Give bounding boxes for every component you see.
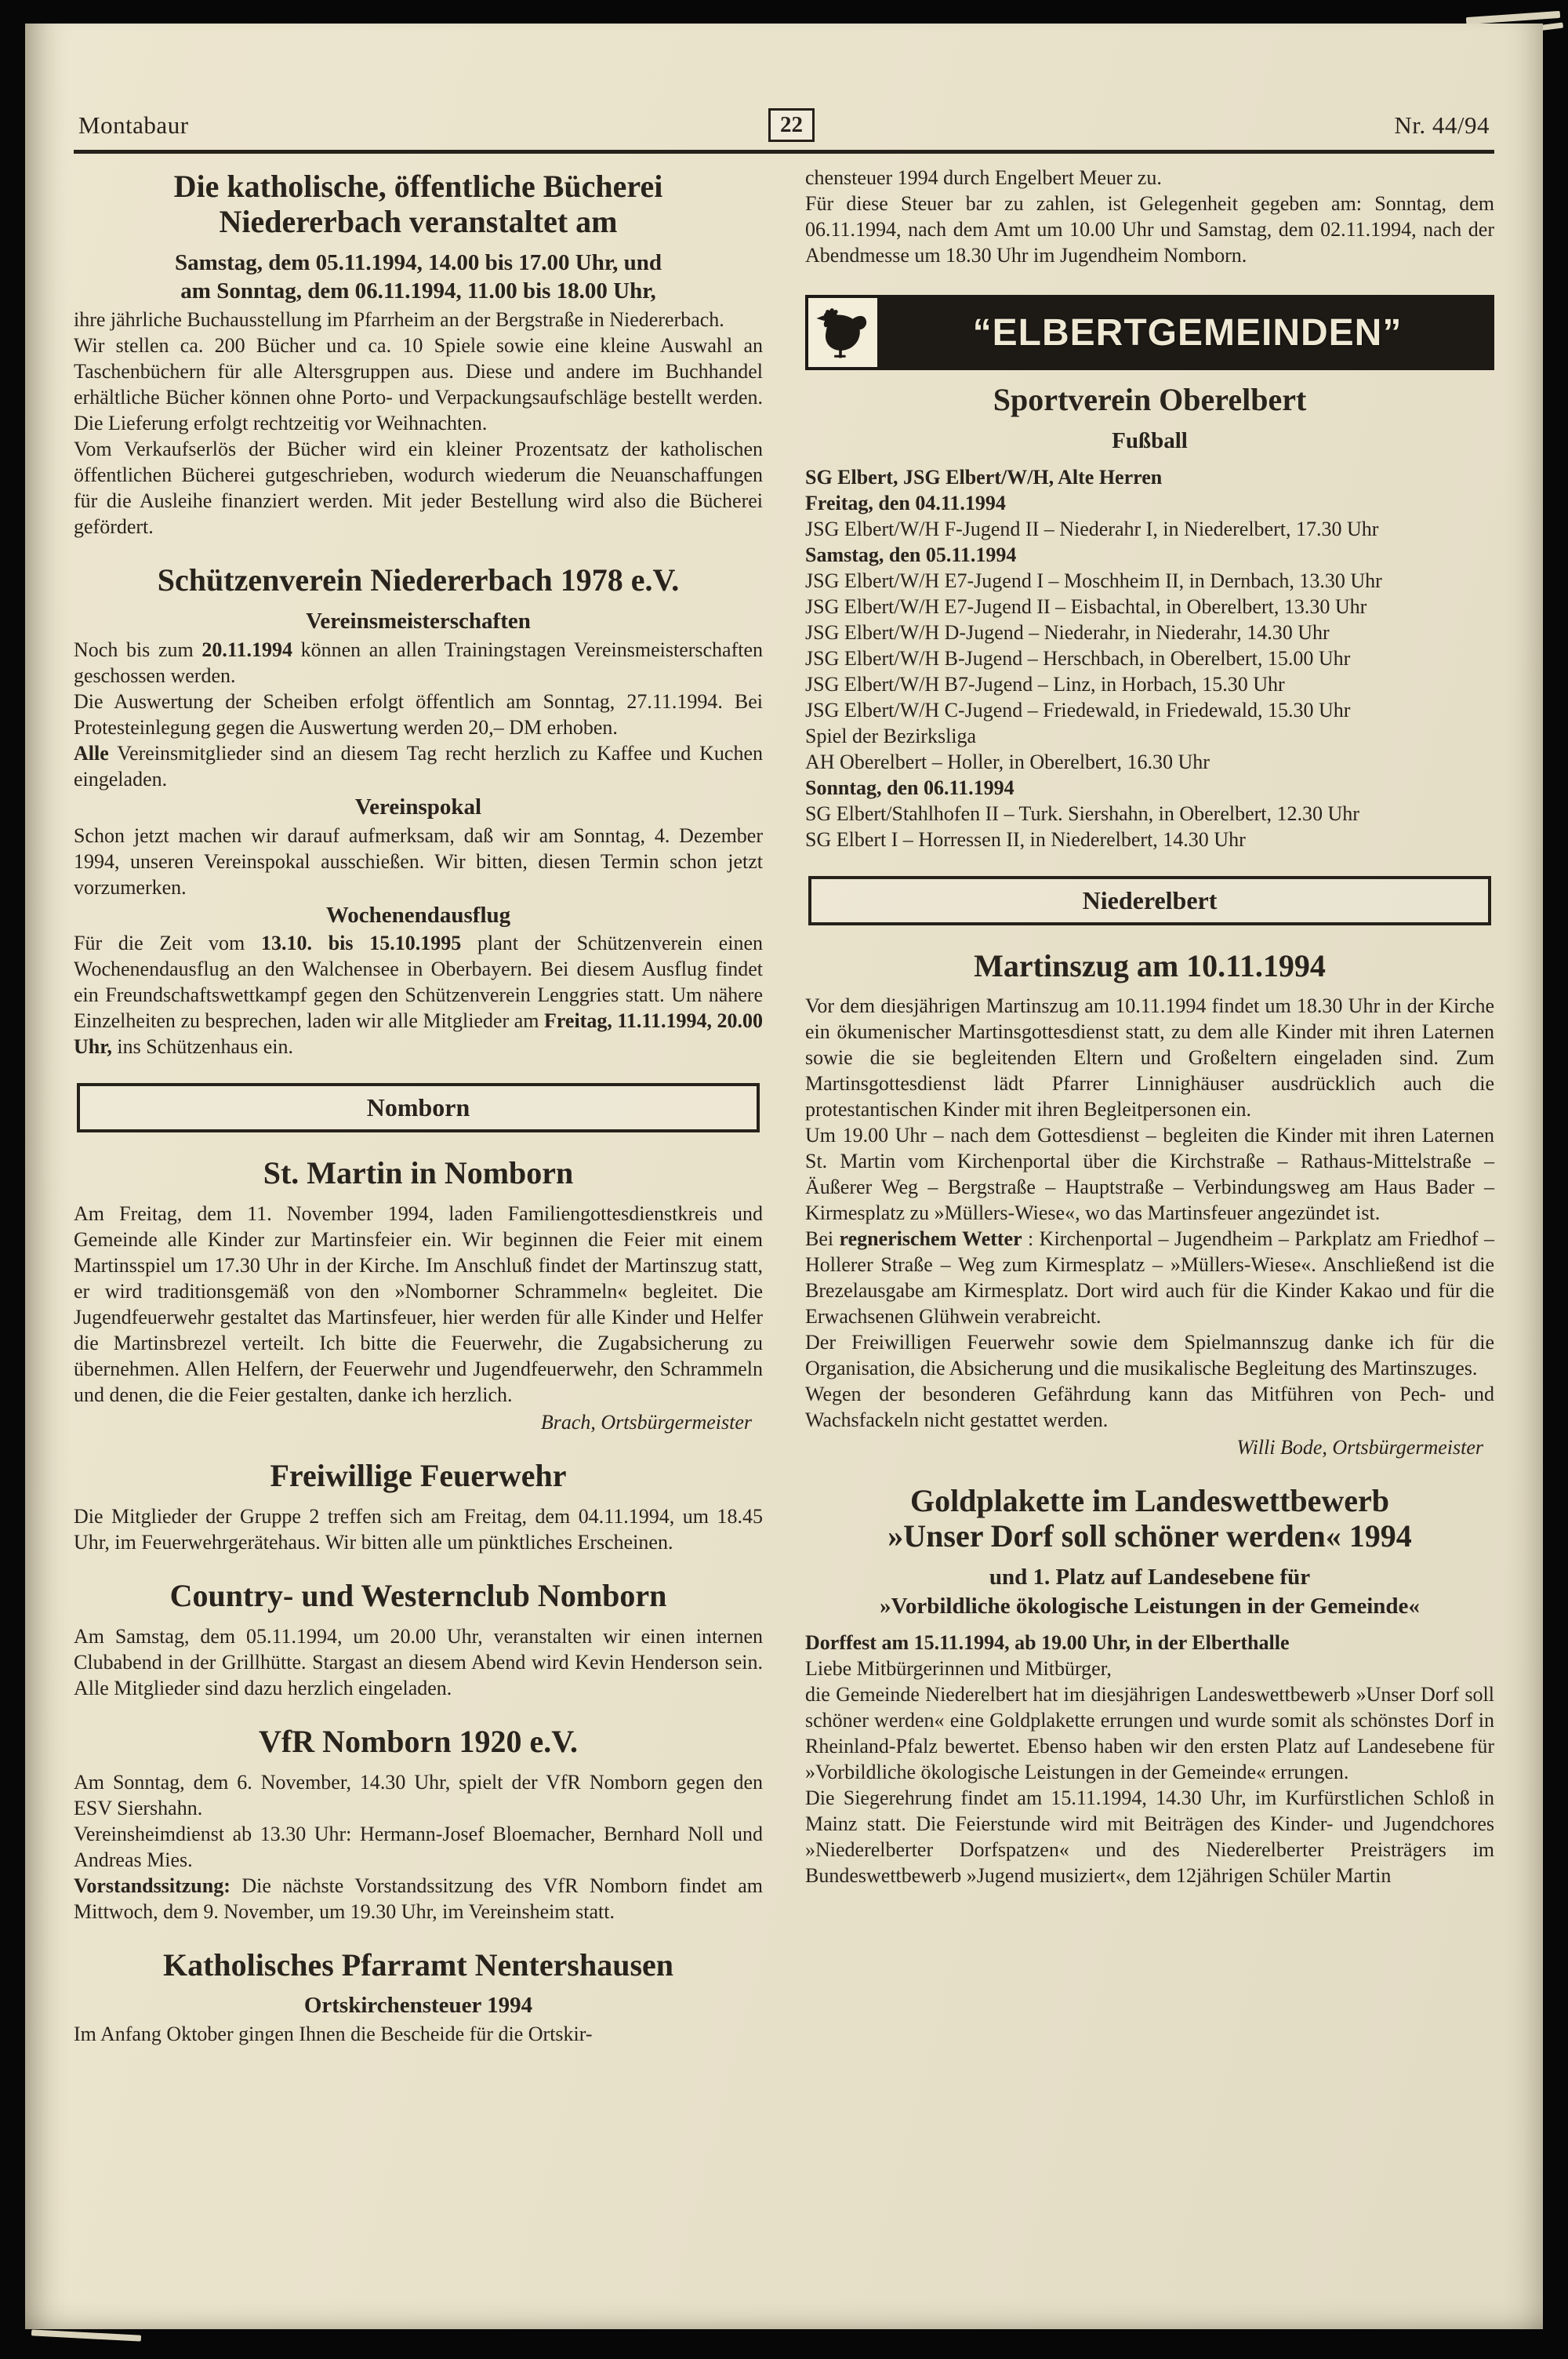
section-st-martin [74,1156,763,1435]
section-title: Goldplakette im Landeswettbewerb »Unser Dorf soll schöner werden« 1994 [887,1483,1412,1554]
fixture-list [805,464,1494,852]
subheading: Samstag, dem 05.11.1994, 14.00 bis 17.00 Uhr, und [175,249,662,275]
section-title: St. Martin in Nomborn [263,1155,574,1191]
paragraph: Am Sonntag, dem 6. November, 14.30 Uhr, spielt der VfR Nomborn gegen den ESV Siershahn. [74,1770,763,1819]
masthead [74,108,1494,154]
page-stack-edge [1466,11,1560,24]
section-title: Katholisches Pfarramt Nentershausen [162,1946,674,1983]
section-country-westernclub [74,1579,763,1701]
dorffest-lead: Dorffest am 15.11.1994, ab 19.00 Uhr, in der Elberthalle [805,1630,1290,1654]
place-banner-nomborn: Nomborn [77,1083,760,1132]
subheading: Ortskirchensteuer 1994 [303,1993,533,2019]
section-title: Die katholische, öffentliche Bücherei Niedererbach veranstaltet am [173,169,663,239]
section-vfr-nomborn [74,1725,763,1925]
paragraph: Die Siegerehrung findet am 15.11.1994, 14.30 Uhr, im Kurfürstlichen Schloß in Mainz statt. Die Feierstunde wird mit Beiträgen des Kinder- und Jugendchores »Niederelberter Dorfspatzen« und des Niederelberter Preisträgers im Bundeswettbewerb »Jugend musiziert«, dem 12jährigen Schüler Martin [805,1786,1494,1887]
fixture-item: JSG Elbert/W/H B-Jugend – Herschbach, in Oberelbert, 15.00 Uhr [805,646,1351,670]
paragraph: Bei regnerischem Wetter : Kirchenportal – Jugendheim – Parkplatz am Friedhof – Hollerer Straße – Weg zum Kirmesplatz – »Müllers-Wiese«. Anschließend ist die Brezelausgabe am Kirmesplatz. Dort wird auch für die Kinder Kakao und für die Erwachsenen Glühwein verabreicht. [805,1227,1494,1329]
paragraph: chensteuer 1994 durch Engelbert Meuer zu. [805,166,1162,189]
paragraph: Die Auswertung der Scheiben erfolgt öffentlich am Sonntag, 27.11.1994. Bei Protesteinlegung gegen die Auswertung werden 20,– DM erhoben. [74,689,763,739]
section-title: Martinszug am 10.11.1994 [974,947,1326,983]
page-stack-edge [31,2329,141,2341]
paragraph: Für diese Steuer bar zu zahlen, ist Gelegenheit gegeben am: Sonntag, dem 06.11.1994, nach dem Amt um 10.00 Uhr und Samstag, dem 02.11.1994, nach der Abendmesse um 18.30 Uhr im Jugendheim Nomborn. [805,192,1494,267]
signature: Willi Bode, Ortsbürgermeister [1236,1436,1483,1459]
subheading: Fußball [1112,427,1188,453]
subheading: »Vorbildliche ökologische Leistungen in der Gemeinde« [880,1593,1420,1619]
section-title: Schützenverein Niedererbach 1978 e.V. [157,562,680,598]
section-sportverein-oberelbert [805,383,1494,852]
page-number-box: 22 [768,108,815,142]
signature: Brach, Ortsbürgermeister [540,1411,752,1434]
section-schuetzenverein [74,563,763,1060]
paragraph: Liebe Mitbürgerinnen und Mitbürger, [805,1656,1112,1680]
paragraph: Für die Zeit vom 13.10. bis 15.10.1995 plant der Schützenverein einen Wochenendausflug an den Walchensee in Oberbayern. Bei diesem Ausflug findet ein Freundschaftswettkampf gegen den Schützenverein Lenggries statt. Um nähere Einzelheiten zu besprechen, laden wir alle Mitglieder am Freitag, 11.11.1994, 20.00 Uhr, ins Schützenhaus ein. [74,932,763,1059]
section-buecherei [74,169,763,540]
section-ortskirchensteuer-continued [805,165,1494,268]
fixture-item: JSG Elbert/W/H E7-Jugend II – Eisbachtal, in Oberelbert, 13.30 Uhr [805,594,1367,618]
fixture-teams: SG Elbert, JSG Elbert/W/H, Alte Herren [805,465,1163,489]
paragraph: Schon jetzt machen wir darauf aufmerksam, daß wir am Sonntag, 4. Dezember 1994, unseren Vereinspokal ausschießen. Wir bitten, diesen Termin schon jetzt vorzumerken. [74,823,763,899]
subheading: am Sonntag, dem 06.11.1994, 11.00 bis 18.00 Uhr, [180,278,656,304]
paragraph: Vor dem diesjährigen Martinszug am 10.11.1994 findet um 18.30 Uhr in der Kirche ein ökumenischer Martinsgottesdienst statt, zu dem alle Kinder mit ihren Laternen sowie die sie begleitenden Eltern und Großeltern eingeladen sind. Zum Martinsgottesdienst lädt Pfarrer Linnighäuser ausdrücklich auch die protestantischen Kinder mit ihren Begleitpersonen ein. [805,994,1494,1121]
paragraph: Wegen der besonderen Gefährdung kann das Mitführen von Pech- und Wachsfackeln nicht gestattet werden. [805,1383,1494,1432]
paragraph: Der Freiwilligen Feuerwehr sowie dem Spielmannszug danke ich für die Organisation, die Absicherung und die musikalische Begleitung des Martinszuges. [805,1331,1494,1380]
paragraph: Alle Vereinsmitglieder sind an diesem Tag recht herzlich zu Kaffee und Kuchen eingeladen. [74,741,763,791]
masthead-town: Montabaur [78,111,189,139]
fixture-item: SG Elbert/Stahlhofen II – Turk. Siershahn, in Oberelbert, 12.30 Uhr [805,801,1359,825]
fixture-date: Sonntag, den 06.11.1994 [805,776,1014,799]
paragraph: Am Freitag, dem 11. November 1994, laden Familiengottesdienstkreis und Gemeinde alle Kinder zur Martinsfeier ein. Wir beginnen die Feier mit einem Martinsspiel um 17.30 Uhr in der Kirche. Im Anschluß findet der Martinszug statt, er wird traditionsgemäß von den »Nomborner Schrammeln« begleitet. Die Jugendfeuerwehr gestaltet das Martinsfeuer, hier werden für alle Kinder und Helfer die Martinsbrezel verteilt. Ich bitte die Feuerwehr, die Zugabsicherung zu übernehmen. Allen Helfern, der Feuerwehr und Jugendfeuerwehr, den Schrammeln und denen, die die Feier gestalten, danke ich herzlich. [74,1202,763,1407]
fixture-item: AH Oberelbert – Holler, in Oberelbert, 16.30 Uhr [805,750,1210,773]
paragraph: Um 19.00 Uhr – nach dem Gottesdienst – begleiten die Kinder mit ihren Laternen St. Martin vom Kirchenportal über die Kirchstraße – Rathaus-Mittelstraße – Äußerer Weg – Bergstraße – Hauptstraße – Verbindungsweg am Haus Bader – Kirmesplatz zu »Müllers-Wiese«, wo das Martinsfeuer angezündet ist. [805,1124,1494,1225]
section-feuerwehr [74,1459,763,1555]
subheading: Vereinsmeisterschaften [306,608,531,634]
paragraph: Im Anfang Oktober gingen Ihnen die Bescheide für die Ortskir- [74,2023,593,2046]
masthead-issue: Nr. 44/94 [1394,111,1490,139]
paragraph: Noch bis zum 20.11.1994 können an allen Trainingstagen Vereinsmeisterschaften geschossen werden. [74,638,764,687]
fixture-item: JSG Elbert/W/H B7-Jugend – Linz, in Horbach, 15.30 Uhr [805,672,1285,696]
paragraph: Am Samstag, dem 05.11.1994, um 20.00 Uhr, veranstalten wir einen internen Clubabend in der Grillhütte. Stargast an diesem Abend wird Kevin Henderson sein. Alle Mitglieder sind dazu herzlich eingeladen. [74,1624,763,1699]
section-pfarramt [74,1948,763,2048]
section-title: VfR Nomborn 1920 e.V. [258,1723,579,1759]
place-banner-niederelbert: Niederelbert [808,876,1491,925]
left-column [74,165,763,2047]
paragraph: Vorstandssitzung: Die nächste Vorstandssitzung des VfR Nomborn findet am Mittwoch, dem 9. November, um 19.30 Uhr, im Vereinsheim statt. [74,1874,763,1923]
columns [74,165,1494,2047]
paragraph: Wir stellen ca. 200 Bücher und ca. 10 Spiele sowie eine kleine Auswahl an Taschenbüchern für alle Altersgruppen aus. Diese und andere im Buchhandel erhältliche Bücher können ohne Porto- und Verpackungsaufschläge bestellt werden. Die Lieferung erfolgt rechtzeitig vor Weihnachten. [74,334,763,435]
fixture-date: Freitag, den 04.11.1994 [805,491,1006,514]
fixture-item: JSG Elbert/W/H D-Jugend – Niederahr, in Niederahr, 14.30 Uhr [805,620,1330,644]
paragraph: die Gemeinde Niederelbert hat im diesjährigen Landeswettbewerb »Unser Dorf soll schöner werden« eine Goldplakette errungen und wurde somit als schönstes Dorf in Rheinland-Pfalz bewertet. Ebenso haben wir den ersten Platz auf Landesebene für »Vorbildliche ökologische Leistungen in der Gemeinde« errungen. [805,1682,1494,1783]
section-title: Freiwillige Feuerwehr [270,1458,567,1494]
fixture-item: JSG Elbert/W/H C-Jugend – Friedewald, in Friedewald, 15.30 Uhr [805,698,1351,722]
section-title: Country- und Westernclub Nomborn [169,1577,667,1613]
subheading: und 1. Platz auf Landesebene für [989,1564,1311,1590]
paragraph: Vom Verkaufserlös der Bücher wird ein kleiner Prozentsatz der katholischen öffentlichen Bücherei gutgeschrieben, wodurch wiederum die Neuanschaffungen für die Ausleihe finanziert werden. Mit jeder Bestellung wird also die Bücherei gefördert. [74,438,763,539]
rooster-icon [805,295,880,370]
section-martinszug [805,949,1494,1461]
paragraph: Die Mitglieder der Gruppe 2 treffen sich am Freitag, dem 04.11.1994, um 18.45 Uhr, im Feuerwehrgerätehaus. Wir bitten alle um pünktliches Erscheinen. [74,1504,763,1554]
section-goldplakette [805,1484,1494,1888]
fixture-item: Spiel der Bezirksliga [805,724,977,747]
fixture-date: Samstag, den 05.11.1994 [805,543,1017,566]
fixture-item: JSG Elbert/W/H F-Jugend II – Niederahr I, in Niederelbert, 17.30 Uhr [805,517,1379,540]
fixture-item: SG Elbert I – Horressen II, in Niederelbert, 14.30 Uhr [805,827,1246,851]
subheading: Wochenendausflug [325,902,511,928]
fixture-item: JSG Elbert/W/H E7-Jugend I – Moschheim II, in Dernbach, 13.30 Uhr [805,569,1382,592]
elbertgemeinden-banner [805,295,1494,370]
section-title: Sportverein Oberelbert [993,382,1307,417]
paragraph: ihre jährliche Buchausstellung im Pfarrheim an der Bergstraße in Niedererbach. [74,308,724,332]
elbertgemeinden-banner-text: “ELBERTGEMEINDEN” [880,295,1494,370]
subheading: Vereinspokal [354,794,482,820]
paragraph: Vereinsheimdienst ab 13.30 Uhr: Hermann-Josef Bloemacher, Bernhard Noll und Andreas Mies. [74,1822,763,1871]
right-column [805,165,1494,2047]
newsletter-page [25,24,1543,2329]
